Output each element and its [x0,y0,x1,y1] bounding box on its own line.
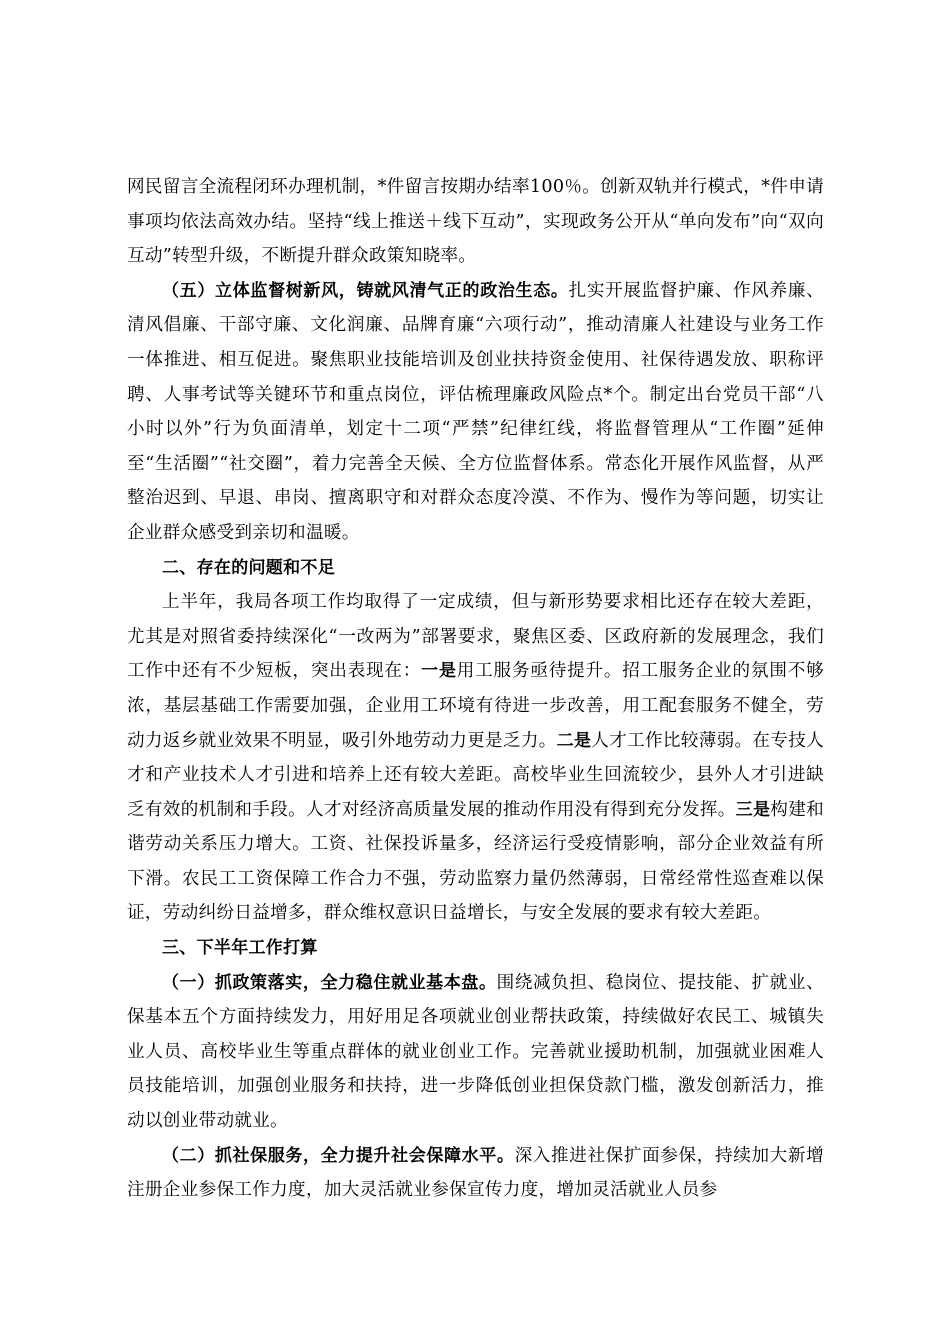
paragraph-employment [127,966,824,1139]
section-lead-1: （一）抓政策落实，全力稳住就业基本盘。 [162,972,497,993]
paragraph-problems [127,585,824,931]
paragraph-text: 用工服务亟待提升。招工服务企业的氛围不够浓，基层基础工作需要加强，企业用工环境有待进一步改善，用工配套服务不健全，劳动力返乡就业效果不明显，吸引外地劳动力更是乏力。 [127,661,824,751]
section-heading-plans: 三、下半年工作打算 [162,938,318,959]
paragraph-text: 人才工作比较薄弱。在专技人才和产业技术人才引进和培养上还有较大差距。高校毕业生回流较少，县外人才引进缺乏有效的机制和手段。人才对经济高质量发展的推动作用没有得到充分发挥。 [127,730,825,820]
paragraph-text: 围绕减负担、稳岗位、提技能、扩就业、保基本五个方面持续发力，用好用足各项就业创业帮扶政策，持续做好农民工、城镇失业人员、高校毕业生等重点群体的就业创业工作。完善就业援助机制，加强就业困难人员技能培训，加强创业服务和扶持，进一步降低创业担保贷款门槛，激发创新活力，推动以创业带动就业。 [127,972,825,1132]
paragraph-continued [127,170,824,274]
paragraph-text: 上半年，我局各项工作均取得了一定成绩，但与新形势要求相比还存在较大差距，尤其是对照省委持续深化“一改两为”部署要求，聚焦区委、区政府新的发展理念，我们工作中还有不少短板，突出表现在： [127,592,824,682]
keyword-third: 三是 [735,799,771,820]
document-body [127,170,824,1208]
paragraph-text: 构建和谐劳动关系压力增大。工资、社保投诉量多，经济运行受疫情影响，部分企业效益有所下滑。农民工工资保障工作合力不强，劳动监察力量仍然薄弱，日常经常性巡查难以保证，劳动纠纷日益增多，群众维权意识日益增长，与安全发展的要求有较大差距。 [127,799,824,924]
paragraph-text: 扎实开展监督护廉、作风养廉、清风倡廉、干部守廉、文化润廉、品牌育廉“六项行动”，推动清廉人社建设与业务工作一体推进、相互促进。聚焦职业技能培训及创业扶持资金使用、社保待遇发放、职称评聘、人事考试等关键环节和重点岗位，评估梳理廉政风险点*个。制定出台党员干部“八小时以外”行为负面清单，划定十二项“严禁”纪律红线，将监督管理从“工作圈”延伸至“生活圈”“社交圈”，着力完善全天候、全方位监督体系。常态化开展作风监督，从严整治迟到、早退、串岗、擅离职守和对群众态度冷漠、不作为、慢作为等问题，切实让企业群众感受到亲切和温暖。 [127,280,824,543]
section-heading-problems: 二、存在的问题和不足 [162,557,335,578]
paragraph-text: 深入推进社保扩面参保，持续加大新增注册企业参保工作力度，加大灵活就业参保宣传力度，增加灵活就业人员参 [127,1145,825,1201]
keyword-first: 一是 [421,661,457,682]
paragraph-supervision [127,274,824,551]
paragraph-text: 网民留言全流程闭环办理机制，*件留言按期办结率100％。创新双轨并行模式，*件申请事项均依法高效办结。坚持“线上推送＋线下互动”，实现政务公开从“单向发布”向“双向互动”转型升级，不断提升群众政策知晓率。 [127,177,824,267]
paragraph-social-security [127,1139,824,1208]
section-lead-5: （五）立体监督树新风，铸就风清气正的政治生态。 [162,280,569,301]
keyword-second: 二是 [556,730,592,751]
section-lead-2: （二）抓社保服务，全力提升社会保障水平。 [162,1145,515,1166]
